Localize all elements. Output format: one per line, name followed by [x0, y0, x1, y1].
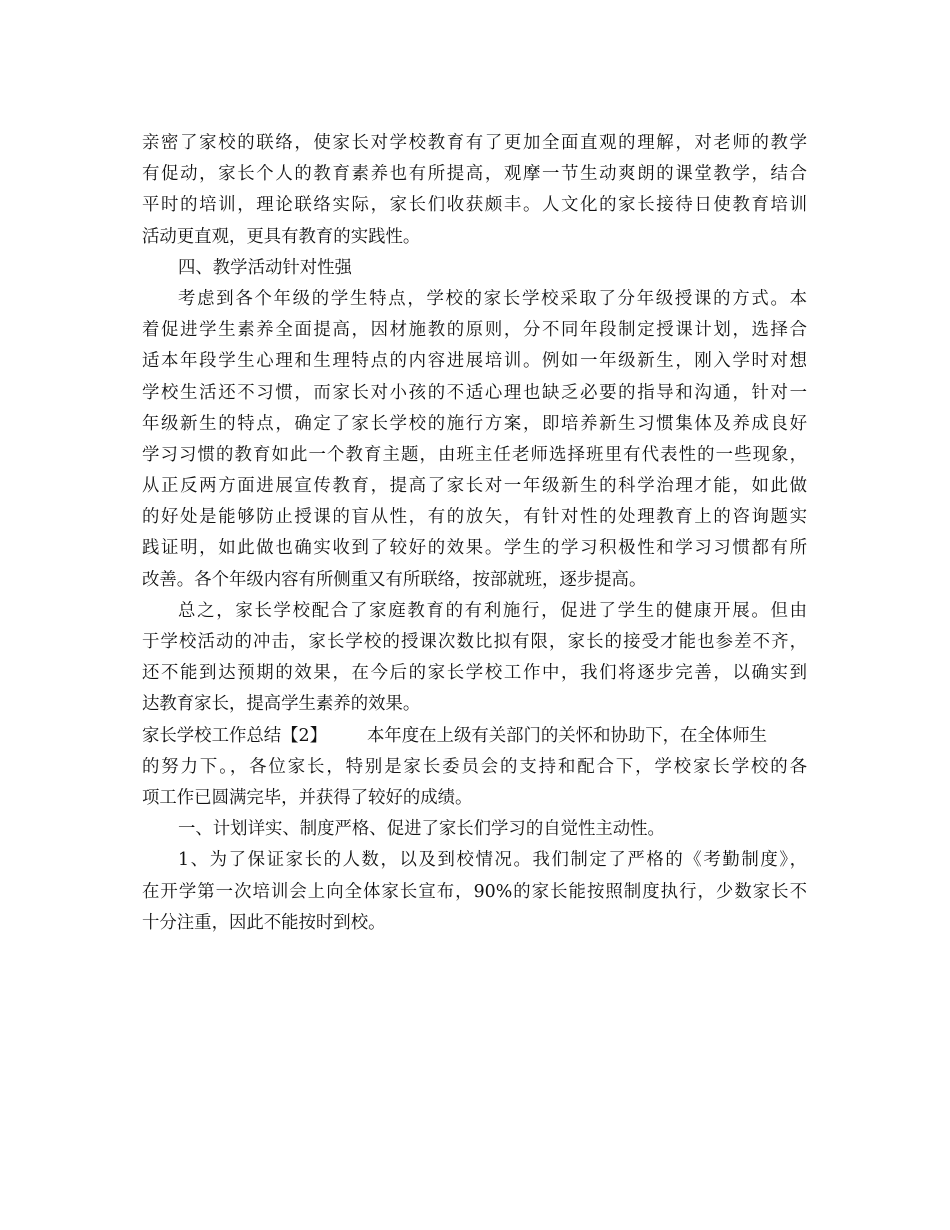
text-line: 1、为了保证家长的人数，以及到校情况。我们制定了严格的《考勤制度》，	[178, 850, 807, 871]
text-line: 亲密了家校的联络，使家长对学校教育有了更加全面直观的理解，对老师的教学	[142, 133, 807, 153]
text-line: 考虑到各个年级的学生特点，学校的家长学校采取了分年级授课的方式。本	[178, 288, 807, 309]
text-line: 学校生活还不习惯，而家长对小孩的不适心理也缺乏必要的指导和沟通，针对一	[142, 382, 807, 403]
text-line-with-title	[142, 721, 807, 752]
section-heading: 一、计划详实、制度严格、促进了家长们学习的自觉性主动性。	[178, 819, 665, 840]
text-line: 着促进学生素养全面提高，因材施教的原则，分不同年段制定授课计划，选择合	[142, 320, 807, 341]
text-line: 项工作已圆满完毕，并获得了较好的成绩。	[142, 787, 473, 808]
text-line: 改善。各个年级内容有所侧重又有所联络，按部就班，逐步提高。	[142, 569, 647, 590]
text-line: 践证明，如此做也确实收到了较好的效果。学生的学习积极性和学习习惯都有所	[142, 538, 807, 559]
text-line: 达教育家长，提高学生素养的效果。	[142, 694, 421, 715]
title-trailing-text: 本年度在上级有关部门的关怀和协助下，在全体师生	[366, 725, 767, 746]
section-heading: 四、教学活动针对性强	[178, 257, 352, 278]
text-line: 平时的培训，理论联络实际，家长们收获颇丰。人文化的家长接待日使教育培训	[142, 195, 807, 216]
text-line: 的努力下。，各位家长，特别是家长委员会的支持和配合下，学校家长学校的各	[142, 756, 807, 777]
text-line: 总之，家长学校配合了家庭教育的有利施行，促进了学生的健康开展。但由	[178, 600, 807, 621]
text-line: 学习习惯的教育如此一个教育主题，由班主任老师选择班里有代表性的一些现象，	[142, 444, 807, 465]
text-line: 的好处是能够防止授课的盲从性，有的放矢，有针对性的处理教育上的咨询题实	[142, 507, 807, 528]
text-line: 在开学第一次培训会上向全体家长宣布，90%的家长能按照制度执行，少数家长不	[142, 881, 807, 902]
text-line: 还不能到达预期的效果，在今后的家长学校工作中，我们将逐步完善，以确实到	[142, 663, 807, 684]
text-line: 十分注重，因此不能按时到校。	[142, 912, 386, 933]
text-line: 有促动，家长个人的教育素养也有所提高，观摩一节生动爽朗的课堂教学，结合	[142, 164, 807, 185]
text-line: 适本年段学生心理和生理特点的内容进展培训。例如一年级新生，刚入学时对想	[142, 351, 807, 372]
text-line: 活动更直观，更具有教育的实践性。	[142, 226, 421, 247]
text-line: 年级新生的特点，确定了家长学校的施行方案，即培养新生习惯集体及养成良好	[142, 413, 807, 434]
text-line: 从正反两方面进展宣传教育，提高了家长对一年级新生的科学治理才能，如此做	[142, 476, 807, 497]
text-line: 于学校活动的冲击，家长学校的授课次数比拟有限，家长的接受才能也参差不齐，	[142, 632, 807, 652]
article-title: 家长学校工作总结【2】	[142, 725, 327, 746]
body-text	[142, 128, 807, 939]
